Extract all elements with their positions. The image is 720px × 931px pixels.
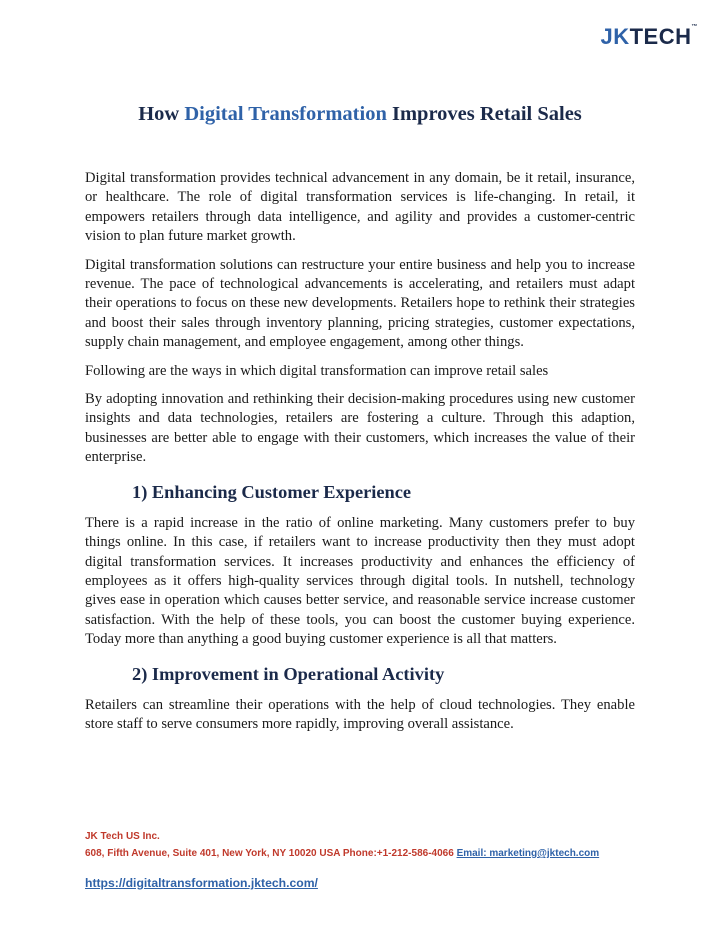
section-heading-operational-activity: 2) Improvement in Operational Activity [132, 663, 445, 684]
intro-paragraph-1: Digital transformation provides technical advancement in any domain, be it retail, insurance, or healthcare. The role of digital transformation services is life-changing. In retail, it empowers retailers through data intelligence, and agility and provides a customer-centric vision to plan future market growth. [85, 170, 635, 245]
page-footer [85, 828, 705, 892]
logo-trademark: ™ [691, 24, 698, 30]
title-suffix: Improves Retail Sales [391, 103, 582, 125]
footer-company: JK Tech US Inc. [85, 831, 160, 842]
page-title [0, 100, 720, 128]
title-prefix: How [138, 103, 180, 125]
article-body [85, 169, 635, 743]
intro-paragraph-2: Digital transformation solutions can restructure your entire business and help you to increase revenue. The pace of technological advancements is accelerating, and retailers must adapt their operations to focus on these new developments. Retailers hope to rethink their strategies and boost their sales through inventory planning, pricing strategies, customer expectations, supply chain management, and employee engagement, among other things. [85, 256, 635, 351]
section-body-customer-experience: There is a rapid increase in the ratio of online marketing. Many customers prefer to buy things online. In this case, if retailers want to increase productivity then they must adopt digital transformation services. It increases productivity and enhances the efficiency of employees as it offers high-quality services through digital tools. In nutshell, technology gives ease in operation which causes better service, and reasonable service increase customer satisfaction. With the help of these tools, you can boost the customer buying experience. Today more than anything a good buying customer experience is all that matters. [85, 514, 635, 648]
logo-tech-text: TECH [629, 24, 692, 49]
jktech-logo [600, 26, 698, 48]
title-highlight: Digital Transformation [184, 103, 387, 125]
logo-jk-text: JK [600, 24, 630, 49]
intro-paragraph-3: Following are the ways in which digital transformation can improve retail sales [85, 362, 549, 379]
footer-contact-line [85, 845, 705, 862]
footer-address: 608, Fifth Avenue, Suite 401, New York, NY 10020 USA Phone:+1-212-586-4066 [85, 848, 454, 859]
footer-email-link[interactable]: Email: marketing@jktech.com [456, 848, 600, 859]
section-body-operational-activity: Retailers can streamline their operations with the help of cloud technologies. They enable store staff to serve consumers more rapidly, improving overall assistance. [85, 696, 635, 732]
section-heading-customer-experience: 1) Enhancing Customer Experience [132, 481, 412, 502]
intro-paragraph-4: By adopting innovation and rethinking their decision-making procedures using new customer insights and data technologies, retailers are fostering a culture. Through this adaption, businesses are better able to engage with their customers, which increases the value of their enterprise. [85, 391, 635, 466]
footer-website-link[interactable]: https://digitaltransformation.jktech.com/ [85, 876, 318, 890]
